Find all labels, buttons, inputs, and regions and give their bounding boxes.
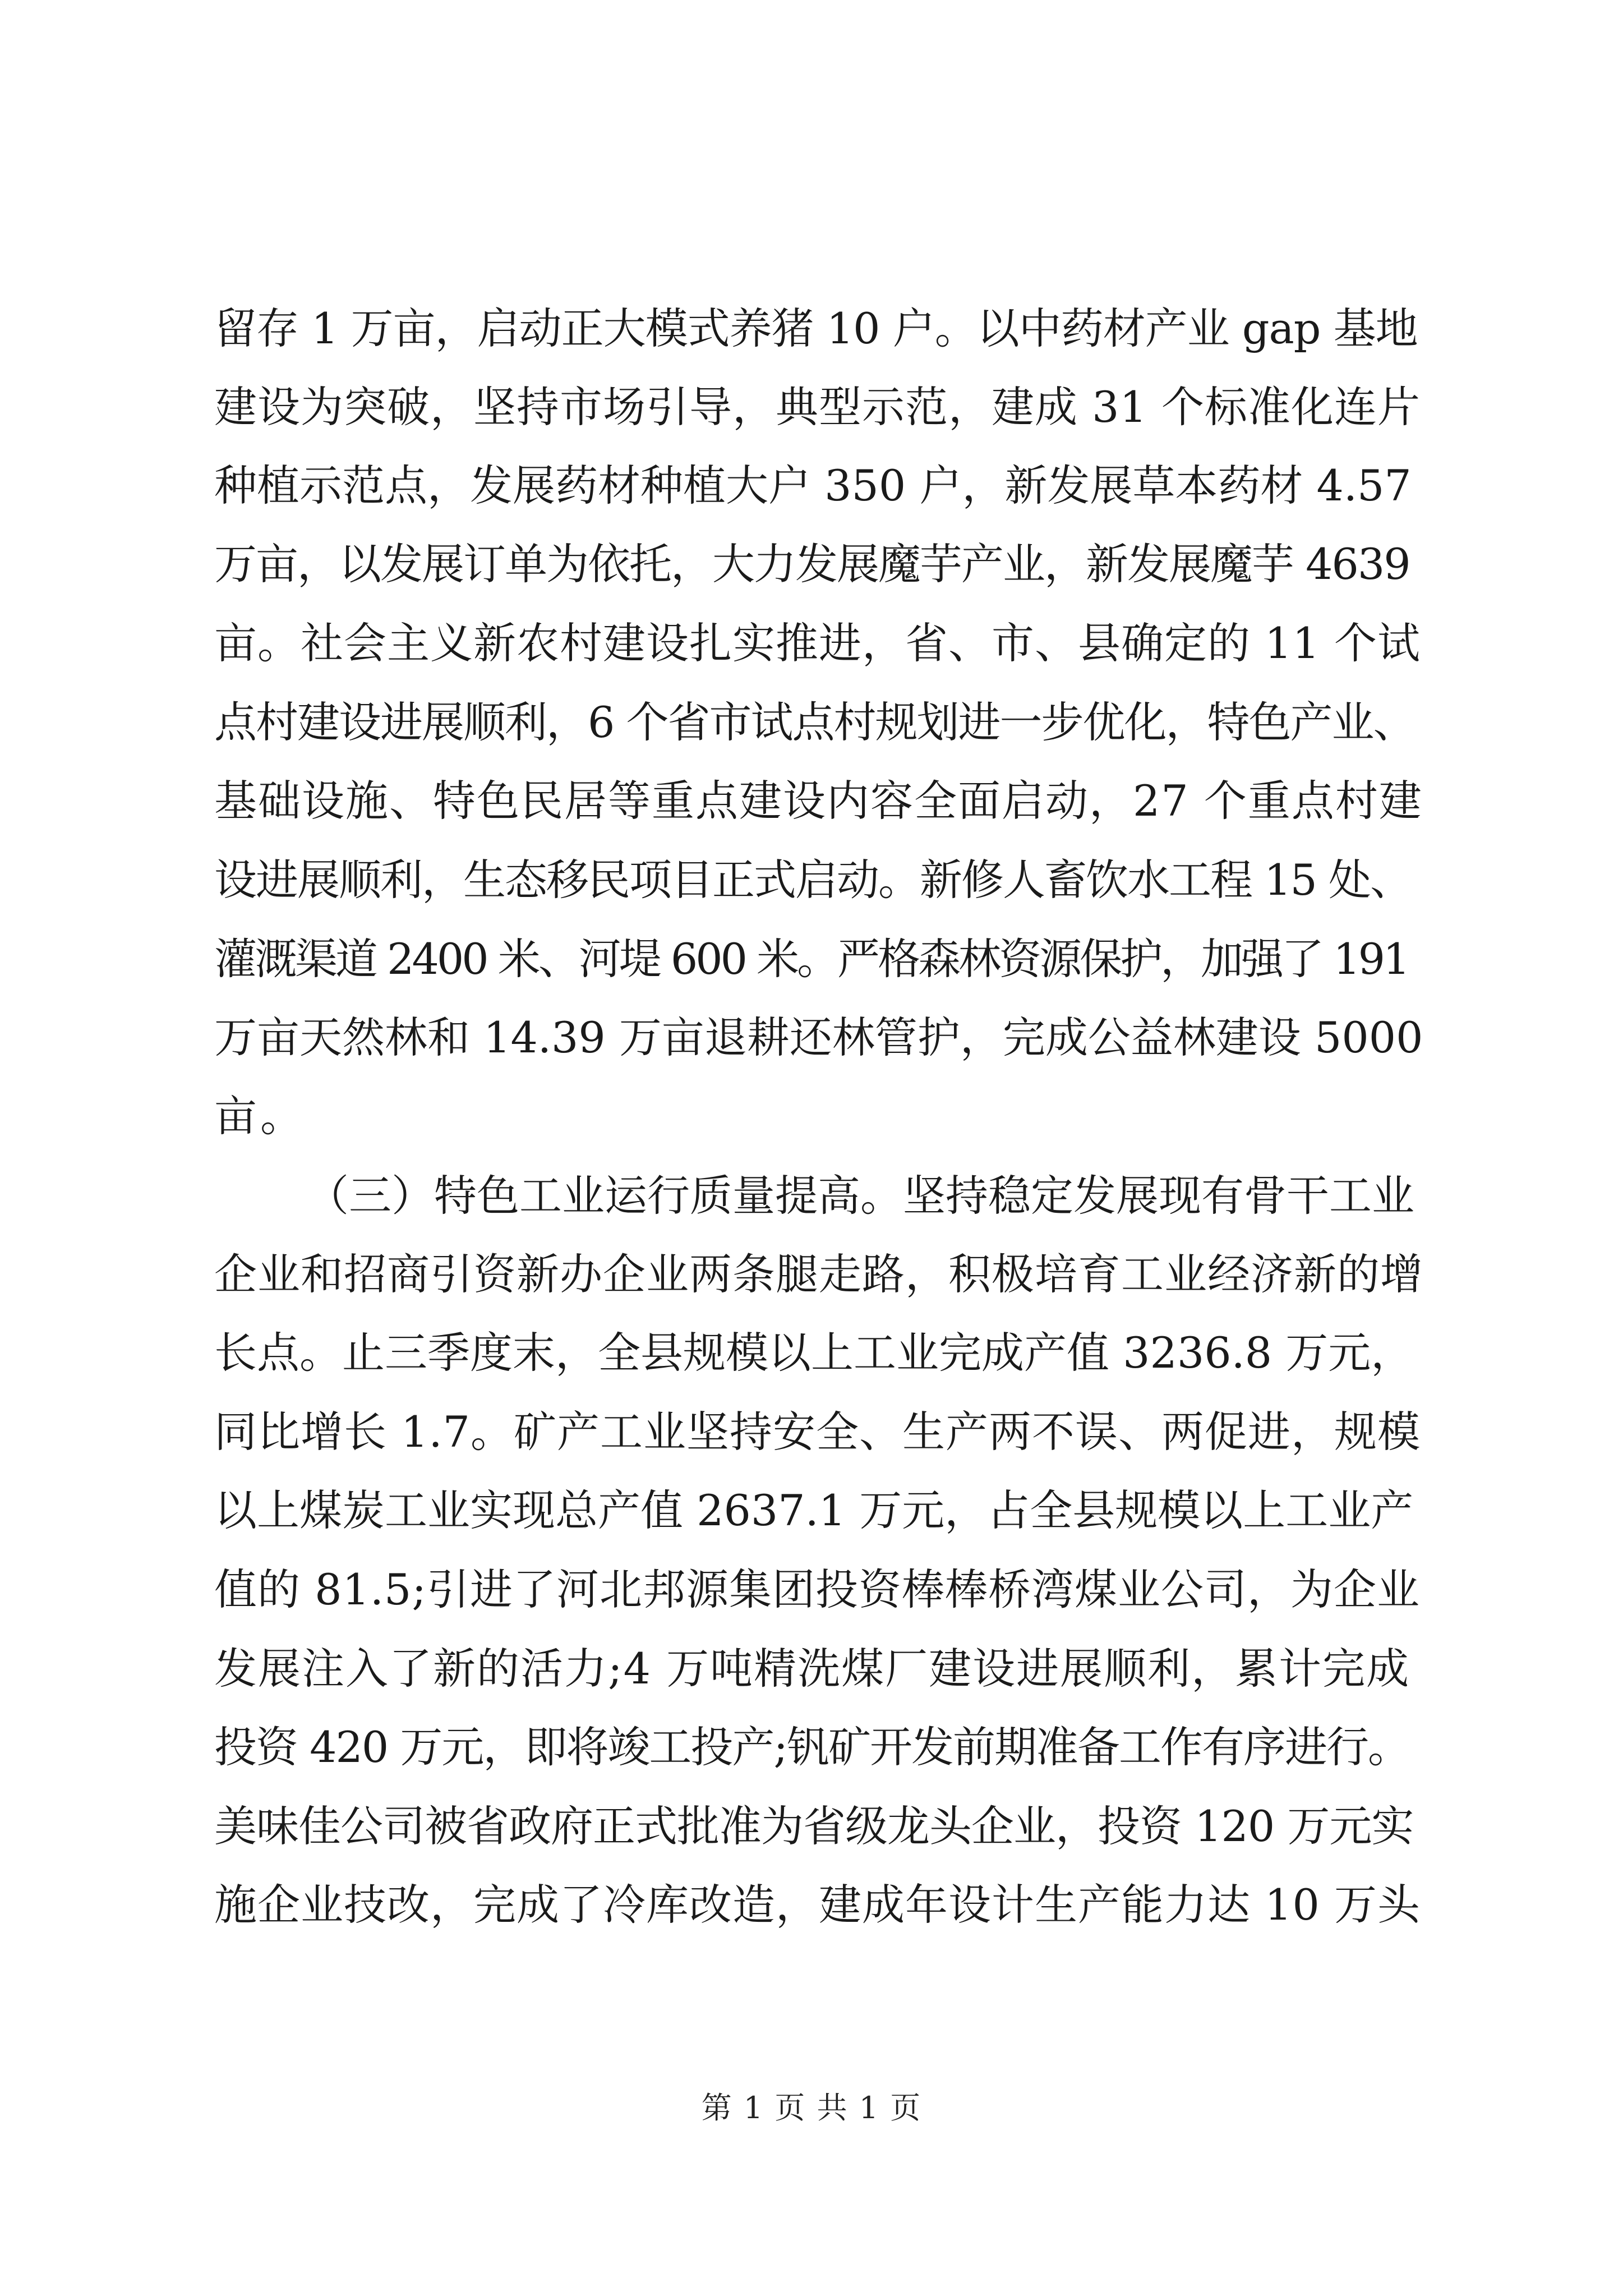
paragraph-heading: （三）特色工业运行质量提高。坚持稳定发展现有骨干工业 [306,1171,1414,1221]
text-line: 长点。止三季度末，全县规模以上工业完成产值 3236.8 万元， [214,1328,1414,1378]
text-line: 设进展顺利，生态移民项目正式启动。新修人畜饮水工程 15 处、 [214,855,1412,905]
text-line: 施企业技改，完成了冷库改造，建成年设计生产能力达 10 万头 [214,1880,1421,1930]
text-line: 亩。 [214,1091,306,1141]
text-line: 灌溉渠道 2400 米、河堤 600 米。严格森林资源保护，加强了 191 [214,934,1408,984]
page-number: 第 1 页 共 1 页 [701,2090,922,2125]
text-line: 同比增长 1.7。矿产工业坚持安全、生产两不误、两促进，规模 [214,1407,1421,1457]
text-line: 留存 1 万亩，启动正大模式养猪 10 户。以中药材产业 gap 基地 [214,303,1418,353]
text-line: 发展注入了新的活力;4 万吨精洗煤厂建设进展顺利，累计完成 [214,1644,1410,1694]
text-line: 种植示范点，发展药材种植大户 350 户，新发展草本药材 4.57 [214,461,1412,510]
text-line: 投资 420 万元，即将竣工投产;钒矿开发前期准备工作有序进行。 [214,1722,1409,1772]
text-line: 美味佳公司被省政府正式批准为省级龙头企业，投资 120 万元实 [214,1801,1414,1851]
text-line: 亩。社会主义新农村建设扎实推进，省、市、县确定的 11 个试 [214,618,1421,668]
text-line: 万亩，以发展订单为依托，大力发展魔芋产业，新发展魔芋 4639 [214,539,1410,589]
text-line: 值的 81.5;引进了河北邦源集团投资棒棒桥湾煤业公司，为企业 [214,1565,1420,1614]
text-line: 以上煤炭工业实现总产值 2637.1 万元，占全县规模以上工业产 [214,1485,1414,1535]
text-line: 基础设施、特色民居等重点建设内容全面启动，27 个重点村建 [214,776,1423,826]
text-line: 企业和招商引资新办企业两条腿走路，积极培育工业经济新的增 [214,1249,1423,1299]
text-line: 点村建设进展顺利，6 个省市试点村规划进一步优化，特色产业、 [214,697,1415,747]
text-line: 建设为突破，坚持市场引导，典型示范，建成 31 个标准化连片 [214,382,1421,432]
text-line: 万亩天然林和 14.39 万亩退耕还林管护，完成公益林建设 5000 [214,1013,1423,1062]
